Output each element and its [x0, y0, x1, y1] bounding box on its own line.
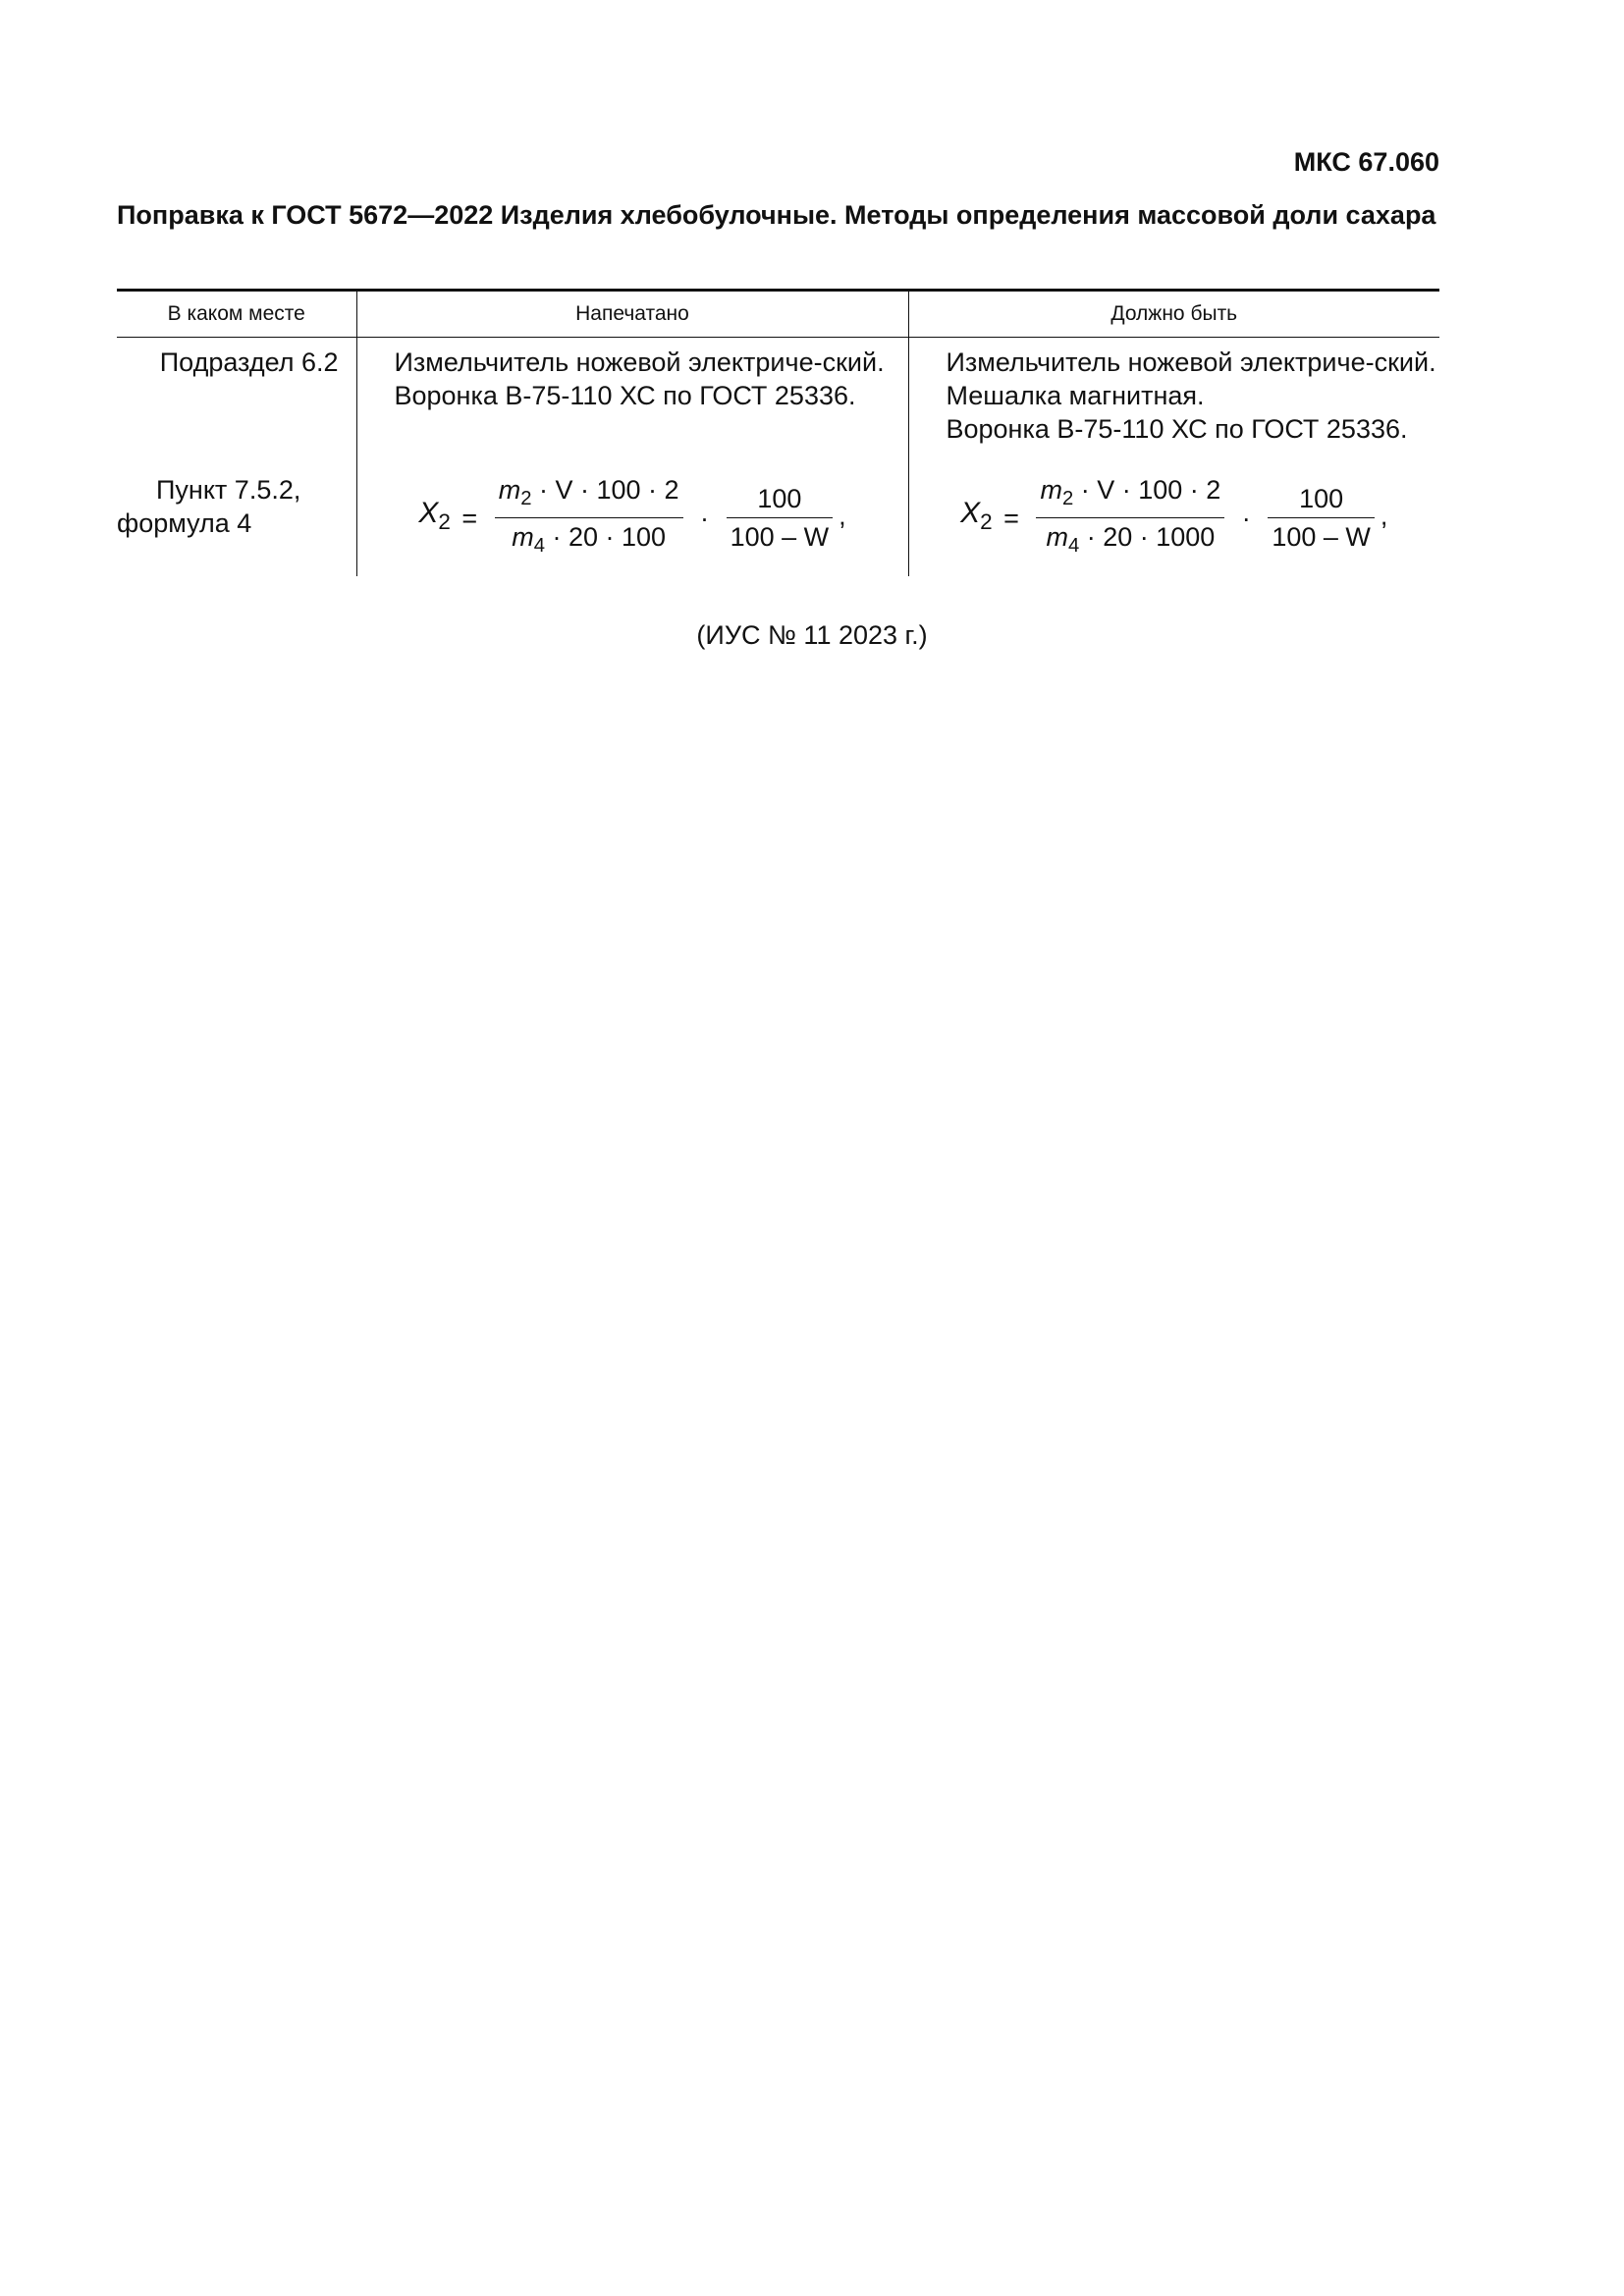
row-printed-cell [356, 338, 908, 466]
formula-fraction: $\frac{100}{100 - W}$ [1268, 482, 1375, 554]
place-line: формула 4 [117, 508, 252, 538]
correct-line: Мешалка магнитная. [946, 381, 1205, 410]
row-place [117, 465, 356, 576]
formula-lhs: $X_2$ [418, 497, 451, 534]
formula-fraction: $\frac{100}{100 - W}$ [727, 482, 834, 554]
correction-table [117, 289, 1439, 576]
document-title: Поправка к ГОСТ 5672—2022 Изделия хлебобулочные. Методы определения массовой доли сахара [117, 200, 1436, 230]
formula-dot: · [1241, 503, 1251, 533]
formula-fraction: $\frac{m_2 \cdot V \cdot 100 \cdot 2}{m_4 \cdot 20 \cdot 100}$ [495, 473, 683, 562]
printed-line: Воронка В-75-110 ХС по ГОСТ 25336. [394, 381, 856, 410]
formula-eq: = [1003, 503, 1019, 533]
ius-reference: (ИУС № 11 2023 г.) [696, 620, 928, 650]
header-correct: Должно быть [908, 291, 1439, 338]
formula-eq: = [461, 503, 478, 533]
mks-code: МКС 67.060 [1293, 147, 1439, 177]
printed-formula [356, 465, 908, 576]
table-header-row [117, 291, 1439, 338]
table-row [117, 465, 1439, 576]
header-printed: Напечатано [356, 291, 908, 338]
formula-dot: · [700, 503, 710, 533]
formula-lhs: $X_2$ [960, 497, 993, 534]
correct-line: Измельчитель ножевой электриче-ский. [946, 347, 1436, 377]
formula-fraction: $\frac{m_2 \cdot V \cdot 100 \cdot 2}{m_4 \cdot 20 \cdot 1000}$ [1036, 473, 1224, 562]
correct-formula [908, 465, 1439, 576]
row-place: Подраздел 6.2 [159, 347, 339, 377]
formula-tail: , [839, 501, 846, 531]
header-place: В каком месте [117, 291, 356, 338]
printed-line: Измельчитель ножевой электриче-ский. [394, 347, 885, 377]
table-row [117, 338, 1439, 466]
place-line: Пункт 7.5.2, [156, 475, 301, 505]
row-correct-cell [908, 338, 1439, 466]
correct-line: Воронка В-75-110 ХС по ГОСТ 25336. [946, 414, 1408, 444]
formula-tail: , [1380, 501, 1388, 531]
